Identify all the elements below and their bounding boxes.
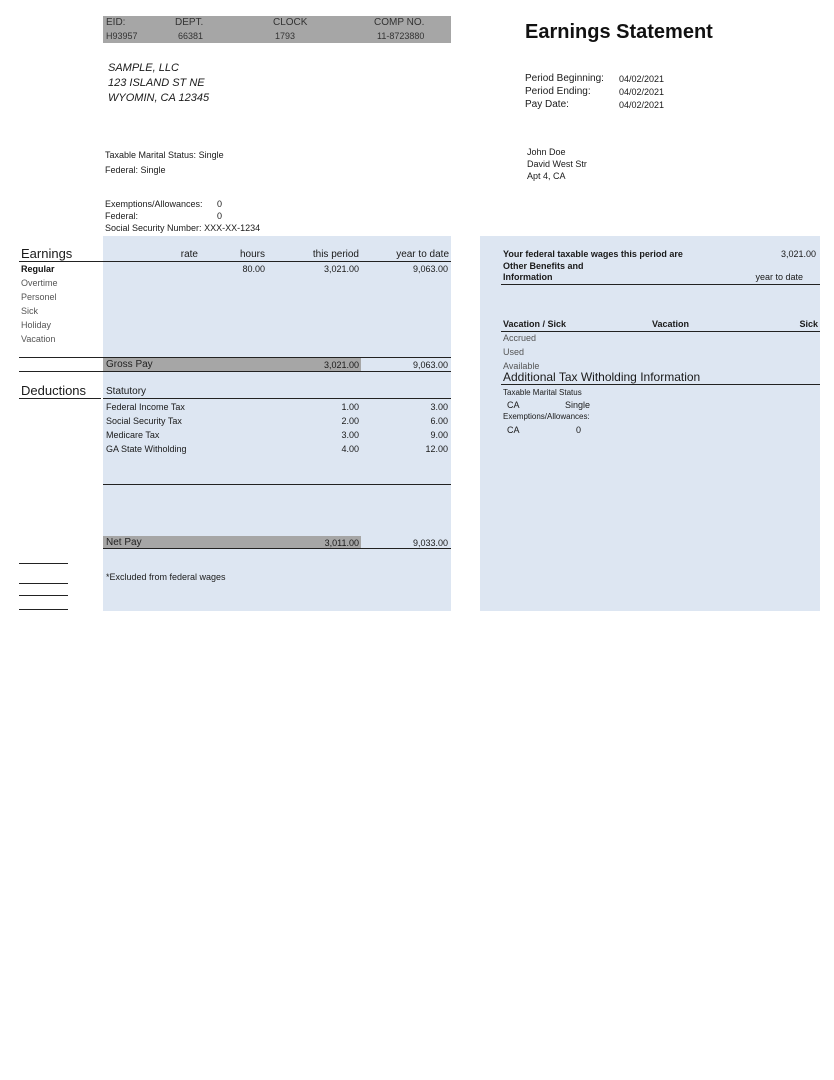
deduction-rows (106, 402, 451, 458)
additional-tax-title: Additional Tax Witholding Information (503, 370, 701, 384)
benefits-panel (480, 236, 820, 611)
comp-no-value: 11-8723880 (377, 31, 425, 41)
deduction-row (106, 402, 451, 416)
deduction-row (106, 430, 451, 444)
gross-pay-label: Gross Pay (106, 359, 153, 370)
marital-status-value: Single (198, 150, 224, 160)
sick-col-header: Sick (799, 319, 818, 329)
dept-label: DEPT. (175, 17, 204, 28)
federal-exemptions-label: Federal: (105, 211, 139, 221)
clock-label: CLOCK (273, 17, 308, 28)
ytd-col-header: year to date (396, 249, 449, 260)
comp-no-label: COMP NO. (374, 17, 425, 28)
period-labels (525, 72, 604, 111)
earnings-row-label: Holiday (21, 320, 52, 330)
federal-status-label: Federal: (105, 165, 139, 175)
benefits-rule (501, 284, 820, 285)
deduction-row-ytd: 12.00 (425, 444, 448, 454)
deduction-row-label: GA State Witholding (106, 444, 187, 454)
ssn-value: XXX-XX-1234 (204, 223, 261, 233)
gross-bottom-rule (19, 371, 451, 372)
deduction-row-label: Medicare Tax (106, 430, 160, 440)
deduction-row (106, 416, 451, 430)
deduction-row-ytd: 6.00 (430, 416, 448, 426)
exemptions-value: 0 (217, 199, 223, 209)
earnings-row (21, 320, 451, 334)
deduction-row (106, 444, 451, 458)
earnings-row-label: Regular (21, 264, 55, 274)
net-pay-period: 3,011.00 (324, 538, 359, 548)
exemptions-label: Exemptions/Allowances: (105, 199, 203, 209)
deduction-row-period: 3.00 (341, 430, 359, 440)
earnings-heading: Earnings (21, 246, 73, 261)
federal-status (105, 165, 166, 175)
company-address (108, 61, 209, 106)
deduction-row-period: 2.00 (341, 416, 359, 426)
available-label: Available (503, 361, 540, 371)
federal-exemptions-value: 0 (217, 211, 223, 221)
rate-col-header: rate (180, 249, 198, 260)
period-end-label: Period Ending: (525, 86, 591, 97)
accrued-label: Accrued (503, 333, 537, 343)
pay-date-label: Pay Date: (525, 99, 569, 110)
employee-name: John Doe (527, 147, 566, 157)
period-end-value: 04/02/2021 (619, 87, 665, 97)
earnings-row (21, 306, 451, 320)
deductions-heading: Deductions (21, 383, 87, 398)
federal-wages-value: 3,021.00 (780, 249, 816, 259)
page-title: Earnings Statement (525, 21, 713, 43)
earnings-row-ytd: 9,063.00 (412, 264, 448, 274)
vacation-col-header: Vacation (652, 319, 690, 329)
exemptions-state: CA (507, 425, 520, 435)
benefits-ytd-header: year to date (755, 272, 803, 282)
deductions-rule (103, 398, 451, 399)
deduction-row-ytd: 9.00 (430, 430, 448, 440)
company-city: WYOMIN, CA 12345 (108, 92, 210, 104)
period-values (619, 73, 664, 112)
earnings-row-label: Vacation (21, 334, 56, 344)
deduction-row-label: Social Security Tax (106, 416, 182, 426)
deduction-row-label: Federal Income Tax (106, 402, 185, 412)
earnings-row (21, 334, 451, 348)
short-rule (19, 609, 68, 610)
deduction-row-period: 1.00 (341, 402, 359, 412)
short-rule (19, 595, 68, 596)
earnings-row-period: 3,021.00 (323, 264, 359, 274)
exemptions-allowances-label: Exemptions/Allowances: (503, 412, 590, 421)
company-name: SAMPLE, LLC (108, 62, 179, 74)
federal-wages-label: Your federal taxable wages this period are (503, 249, 683, 259)
taxable-marital-label: Taxable Marital Status (503, 388, 582, 397)
period-begin-label: Period Beginning: (525, 73, 604, 84)
earnings-row (21, 292, 451, 306)
employee-address (527, 146, 587, 182)
earnings-row (21, 264, 451, 278)
exemptions-allowances-value: 0 (576, 425, 582, 435)
ssn-label: Social Security Number: (105, 223, 202, 233)
earnings-row-label: Personel (21, 292, 57, 302)
employee-city: Apt 4, CA (527, 171, 566, 181)
vacation-sick-heading: Vacation / Sick (503, 319, 567, 329)
this-period-col-header: this period (312, 249, 359, 260)
gross-pay-period: 3,021.00 (323, 360, 359, 370)
excluded-note: *Excluded from federal wages (106, 572, 226, 582)
pay-date-value: 04/02/2021 (619, 100, 665, 110)
taxable-marital-value: Single (565, 400, 591, 410)
earnings-row-hours: 80.00 (242, 264, 265, 274)
marital-status (105, 150, 224, 160)
deductions-end-rule (103, 484, 451, 485)
additional-tax-rule (501, 384, 820, 385)
federal-status-value: Single (140, 165, 166, 175)
ssn (105, 223, 260, 233)
information-label: Information (503, 272, 553, 282)
short-rule (19, 583, 68, 584)
marital-status-label: Taxable Marital Status: (105, 150, 197, 160)
period-begin-value: 04/02/2021 (619, 74, 665, 84)
deductions-rule-left (19, 398, 101, 399)
gross-pay-ytd: 9,063.00 (412, 360, 448, 370)
earnings-row-label: Overtime (21, 278, 58, 288)
taxable-marital-state: CA (507, 400, 520, 410)
earnings-row-label: Sick (21, 306, 39, 316)
short-rule (19, 563, 68, 564)
earnings-rows (21, 264, 451, 348)
used-label: Used (503, 347, 525, 357)
eid-label: EID: (106, 17, 126, 28)
deduction-row-ytd: 3.00 (430, 402, 448, 412)
vacation-rule (501, 331, 820, 332)
deduction-row-period: 4.00 (341, 444, 359, 454)
clock-value: 1793 (275, 31, 296, 41)
employee-street: David West Str (527, 159, 587, 169)
other-benefits-label: Other Benefits and (503, 261, 584, 271)
company-street: 123 ISLAND ST NE (108, 77, 205, 89)
earnings-row (21, 278, 451, 292)
statutory-label: Statutory (106, 386, 147, 397)
net-pay-label: Net Pay (106, 537, 142, 548)
net-pay-ytd: 9,033.00 (412, 538, 448, 548)
net-pay-rule (103, 548, 451, 549)
earnings-header-rule (19, 261, 451, 262)
hours-col-header: hours (239, 249, 265, 260)
eid-value: H93957 (106, 31, 138, 41)
dept-value: 66381 (178, 31, 204, 41)
